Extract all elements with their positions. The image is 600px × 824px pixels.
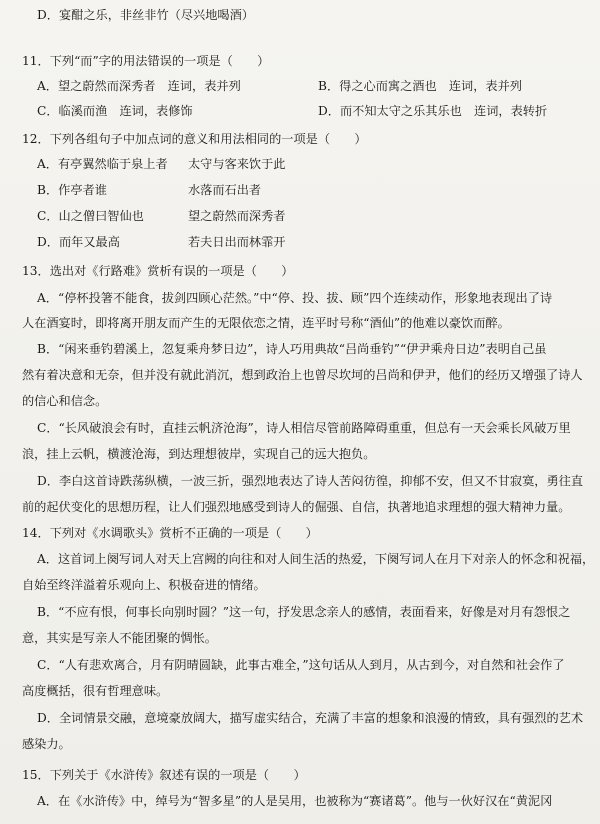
q13-stem: 13．选出对《行路难》赏析有误的一项是（ ） [22,264,294,278]
q12-option-a2: 太守与客来饮于此 [188,157,286,171]
q12-option-a1: A．有亭翼然临于泉上者 [37,157,168,171]
q14-d-line2: 感染力。 [22,737,71,751]
q13-b-line2: 然有着决意和无奈，但并没有就此消沉，想到政治上也曾尽坎坷的吕尚和伊尹，他们的经历又增强了诗人 [22,368,583,382]
q13-b-line1: B．“闲来垂钓碧溪上，忽复乘舟梦日边”，诗人巧用典故“吕尚垂钓”“伊尹乘舟日边”表明自己虽 [37,342,547,356]
q14-c-line2: 高度概括，很有哲理意味。 [22,684,169,698]
q14-a-line1: A．这首词上阕写词人对天上宫阙的向往和对人间生活的热爱，下阕写词人在月下对亲人的怀念和祝福， [37,552,595,566]
q12-option-d1: D．而年又最高 [37,235,120,249]
q11-option-b: B．得之心而寓之酒也 连词，表并列 [318,79,522,93]
q14-d-line1: D．全词情景交融，意境豪放阔大，描写虚实结合，充满了丰富的想象和浪漫的情致，具有强烈的艺术 [37,711,584,725]
q14-b-line1: B．“不应有恨，何事长向别时圆？”这一句，抒发思念亲人的感情，表面看来，好像是对月有怨恨之 [37,605,571,619]
q12-option-d2: 若夫日出而林霏开 [188,235,286,249]
q11-option-d: D．而不知太守之乐其乐也 连词，表转折 [318,104,548,118]
q14-b-line2: 意，其实是写亲人不能团聚的惆怅。 [22,631,217,645]
q13-c-line2: 浪，挂上云帆，横渡沧海，到达理想彼岸，实现自己的远大抱负。 [22,447,376,461]
q12-option-b1: B．作亭者谁 [37,183,107,197]
q13-b-line3: 的信心和信念。 [22,394,108,408]
q12-option-b2: 水落而石出者 [188,183,262,197]
q13-d-line2: 前的起伏变化的思想历程，让人们强烈地感受到诗人的倔强、自信，执著地追求理想的强大精神力量。 [22,500,571,514]
q14-c-line1: C．“人有悲欢离合，月有阴晴圆缺，此事古难全，”这句话从人到月，从古到今，对自然和社会作了 [37,658,565,672]
q12-stem: 12．下列各组句子中加点词的意义和用法相同的一项是（ ） [22,132,367,146]
q13-a-line2: 人在酒宴时，即将离开朋友而产生的无限依恋之情，连平时号称“酒仙”的他难以豪饮而醉。 [22,316,510,330]
q10-option-d: D．宴酣之乐，非丝非竹（尽兴地喝酒） [37,8,254,22]
q14-a-line2: 自始至终洋溢着乐观向上、积极奋进的情绪。 [22,578,266,592]
q12-option-c1: C．山之僧曰智仙也 [37,209,144,223]
q13-c-line1: C．“长风破浪会有时，直挂云帆济沧海”，诗人相信尽管前路障碍重重，但总有一天会乘长风破万里 [37,421,571,435]
q13-a-line1: A．“停杯投箸不能食，拔剑四顾心茫然。”中“停、投、拔、顾”四个连续动作，形象地表现出了诗 [37,291,553,305]
q14-stem: 14．下列对《水调歌头》赏析不正确的一项是（ ） [22,526,318,540]
q12-option-c2: 望之蔚然而深秀者 [188,209,286,223]
q11-stem: 11．下列“而”字的用法错误的一项是（ ） [22,54,270,68]
q13-d-line1: D．李白这首诗跌荡纵横，一波三折，强烈地表达了诗人苦闷彷徨，抑郁不安，但又不甘寂寞，勇往直 [37,474,584,488]
q11-option-c: C．临溪而渔 连词，表修饰 [37,104,193,118]
q15-a-line1: A．在《水浒传》中，绰号为“智多星”的人是吴用，也被称为“赛诸葛”。他与一伙好汉在“黄泥冈 [37,794,553,808]
q11-option-a: A．望之蔚然而深秀者 连词，表并列 [37,79,241,93]
q15-stem: 15．下列关于《水浒传》叙述有误的一项是（ ） [22,768,306,782]
